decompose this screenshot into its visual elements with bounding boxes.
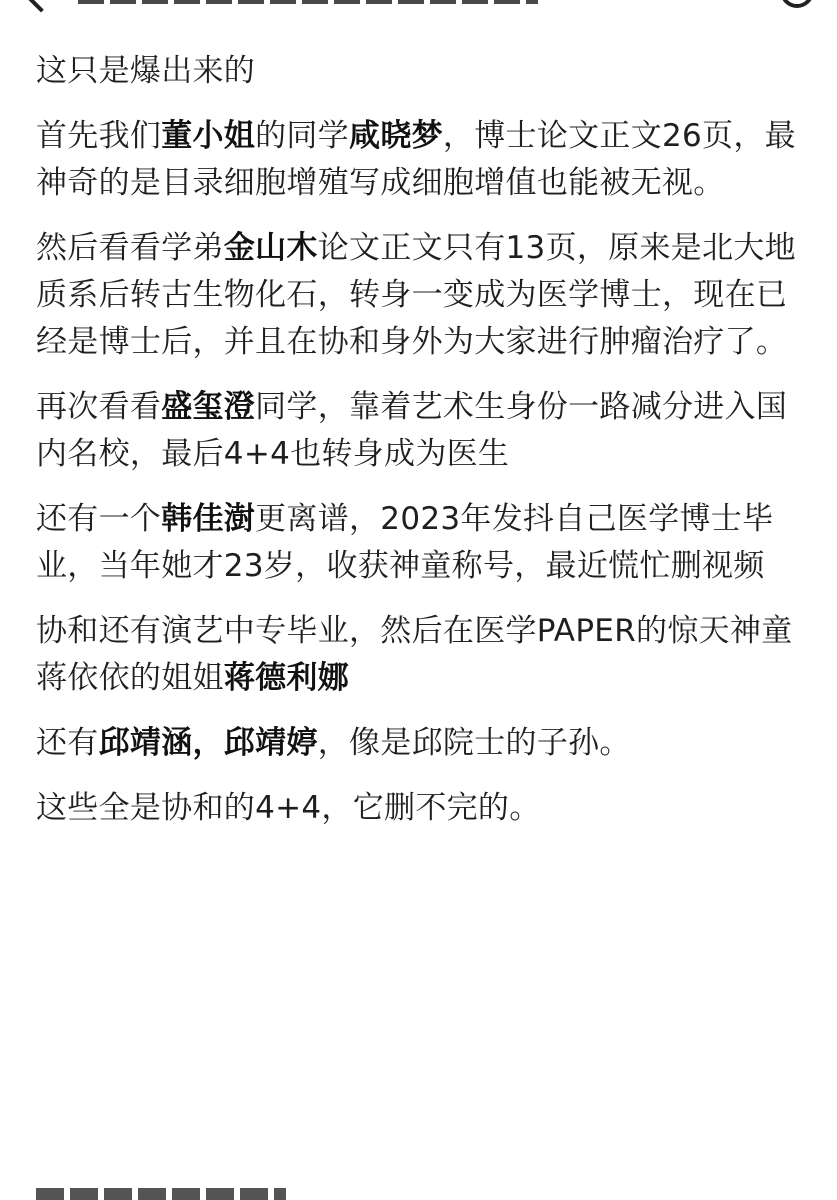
paragraph-5 xyxy=(36,496,816,590)
paragraph-6 xyxy=(36,608,816,702)
bold-name: 邱靖涵，邱靖婷 xyxy=(98,725,318,761)
text-segment: ，像是邱院士的子孙。 xyxy=(317,725,631,761)
next-line-cropped xyxy=(36,1188,286,1200)
text-segment: 更离谱，2023年发抖自己医学博士毕业，当年她才23岁，收获神童称号，最近慌忙删视频 xyxy=(36,501,774,584)
bold-name: 蒋德利娜 xyxy=(223,660,350,696)
paragraph-4 xyxy=(36,384,816,478)
back-arrow-icon[interactable] xyxy=(25,0,56,13)
text-segment: 还有一个 xyxy=(36,501,162,537)
text-segment: 同学，靠着艺术生身份一路减分进入国内名校，最后4+4也转身成为医生 xyxy=(36,389,788,472)
text-segment: 论文正文只有13页，原来是北大地质系后转古生物化石，转身一变成为医学博士，现在已经是博士后，并且在协和身外为大家进行肿瘤治疗了。 xyxy=(36,230,796,360)
search-icon[interactable] xyxy=(780,0,814,8)
cropped-text-block xyxy=(36,1188,286,1200)
page-title-cropped xyxy=(78,0,538,4)
text-segment: 这些全是协和的4+4，它删不完的。 xyxy=(36,790,541,826)
bold-name: 咸晓梦 xyxy=(349,118,443,154)
bold-name: 董小姐 xyxy=(161,118,256,154)
bold-name: 金山木 xyxy=(223,230,318,266)
text-segment: ，博士论文正文26页，最神奇的是目录细胞增殖写成细胞增值也能被无视。 xyxy=(36,118,796,201)
text-segment: 再次看看 xyxy=(36,389,162,425)
text-segment: 协和还有演艺中专毕业，然后在医学PAPER的惊天神童蒋依依的姐姐 xyxy=(36,613,793,696)
article-body xyxy=(36,48,816,850)
bold-name: 盛玺澄 xyxy=(161,389,256,425)
paragraph-8 xyxy=(36,785,816,832)
text-segment: 首先我们 xyxy=(36,118,162,154)
paragraph-1 xyxy=(36,48,816,95)
bold-name: 韩佳澍 xyxy=(161,501,256,537)
text-segment: 还有 xyxy=(36,725,99,761)
paragraph-2 xyxy=(36,113,816,207)
top-navigation-bar xyxy=(0,0,837,16)
text-segment: 这只是爆出来的 xyxy=(36,53,256,89)
paragraph-3 xyxy=(36,225,816,366)
paragraph-7 xyxy=(36,720,816,767)
text-segment: 的同学 xyxy=(255,118,350,154)
text-segment: 然后看看学弟 xyxy=(36,230,224,266)
